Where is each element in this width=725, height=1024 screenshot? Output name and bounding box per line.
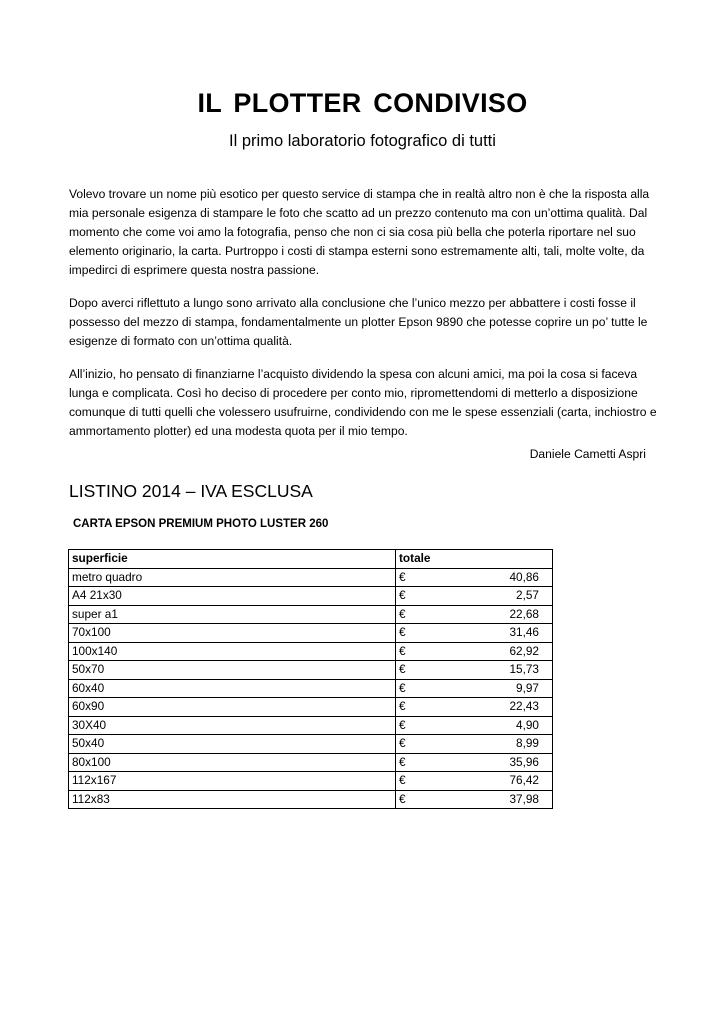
currency-symbol: € [399, 662, 406, 677]
surface-cell: 70x100 [69, 624, 396, 643]
surface-cell: 80x100 [69, 753, 396, 772]
price-amount: 31,46 [509, 625, 539, 640]
author-signature: Daniele Cametti Aspri [529, 447, 646, 461]
table-row [69, 679, 553, 698]
surface-cell: super a1 [69, 605, 396, 624]
currency-symbol: € [399, 791, 406, 806]
paper-type-title: CARTA EPSON PREMIUM PHOTO LUSTER 260 [73, 518, 329, 530]
surface-cell: 50x40 [69, 735, 396, 754]
currency-symbol: € [399, 625, 406, 640]
table-row [69, 661, 553, 680]
price-cell [396, 716, 553, 735]
price-amount: 37,98 [509, 791, 539, 806]
price-rows [69, 568, 553, 809]
table-header-row [69, 550, 553, 569]
price-amount: 15,73 [509, 662, 539, 677]
surface-cell: 112x83 [69, 790, 396, 809]
price-amount: 4,90 [516, 717, 539, 732]
surface-cell: 112x167 [69, 772, 396, 791]
table-row [69, 698, 553, 717]
header-total: totale [396, 550, 553, 569]
currency-symbol: € [399, 754, 406, 769]
price-cell [396, 605, 553, 624]
price-amount: 22,43 [509, 699, 539, 714]
price-amount: 35,96 [509, 754, 539, 769]
price-cell [396, 698, 553, 717]
price-list-title: LISTINO 2014 – IVA ESCLUSA [69, 481, 313, 501]
table-row [69, 753, 553, 772]
price-amount: 40,86 [509, 569, 539, 584]
price-cell [396, 679, 553, 698]
price-cell [396, 753, 553, 772]
currency-symbol: € [399, 643, 406, 658]
price-amount: 76,42 [509, 773, 539, 788]
table-row [69, 624, 553, 643]
price-cell [396, 587, 553, 606]
table-row [69, 772, 553, 791]
price-cell [396, 772, 553, 791]
table-row [69, 716, 553, 735]
currency-symbol: € [399, 588, 406, 603]
price-amount: 2,57 [516, 588, 539, 603]
price-amount: 9,97 [516, 680, 539, 695]
currency-symbol: € [399, 569, 406, 584]
currency-symbol: € [399, 773, 406, 788]
surface-cell: 60x40 [69, 679, 396, 698]
table-row [69, 605, 553, 624]
price-amount: 8,99 [516, 736, 539, 751]
currency-symbol: € [399, 699, 406, 714]
table-row [69, 642, 553, 661]
price-amount: 22,68 [509, 606, 539, 621]
currency-symbol: € [399, 680, 406, 695]
surface-cell: 60x90 [69, 698, 396, 717]
table-row [69, 568, 553, 587]
price-table [68, 549, 553, 809]
paragraph: Dopo averci riflettuto a lungo sono arrivato alla conclusione che l’unico mezzo per abbattere i costi fosse il possesso del mezzo di stampa, fondamentalmente un plotter Epson 9890 che potesse coprire un po’ tutte le esigenze di formato con un’ottima qualità. [69, 296, 648, 348]
intro-text [69, 185, 669, 455]
surface-cell: metro quadro [69, 568, 396, 587]
document-title: IL PLOTTER CONDIVISO [197, 88, 528, 118]
price-cell [396, 642, 553, 661]
table-row [69, 735, 553, 754]
price-cell [396, 661, 553, 680]
currency-symbol: € [399, 717, 406, 732]
price-cell [396, 568, 553, 587]
surface-cell: 100x140 [69, 642, 396, 661]
surface-cell: A4 21x30 [69, 587, 396, 606]
price-cell [396, 790, 553, 809]
document-subtitle: Il primo laboratorio fotografico di tutti [229, 132, 496, 150]
table-row [69, 790, 553, 809]
currency-symbol: € [399, 606, 406, 621]
surface-cell: 30X40 [69, 716, 396, 735]
currency-symbol: € [399, 736, 406, 751]
surface-cell: 50x70 [69, 661, 396, 680]
paragraph: Volevo trovare un nome più esotico per questo service di stampa che in realtà altro non è che la risposta alla mia personale esigenza di stampare le foto che scatto ad un prezzo contenuto ma con un’ottima qualità. Dal momento che come voi amo la fotografia, penso che non ci sia cosa più bella che poterla riportare nel suo elemento originario, la carta. Purtroppo i costi di stampa esterni sono estremamente alti, tali, molte volte, da impedirci di esprimere questa nostra passione. [69, 187, 650, 277]
price-amount: 62,92 [509, 643, 539, 658]
header-surface: superficie [69, 550, 396, 569]
price-cell [396, 624, 553, 643]
price-cell [396, 735, 553, 754]
paragraph: All’inizio, ho pensato di finanziarne l’acquisto dividendo la spesa con alcuni amici, ma poi la cosa si faceva lunga e complicata. Così ho deciso di procedere per conto mio, ripromettendomi di metterlo a disposizione comunque di tutti quelli che volessero usufruirne, condividendo con me le spese essenziali (carta, inchiostro e ammortamento plotter) ed una modesta quota per il mio tempo. [69, 367, 657, 438]
table-row [69, 587, 553, 606]
